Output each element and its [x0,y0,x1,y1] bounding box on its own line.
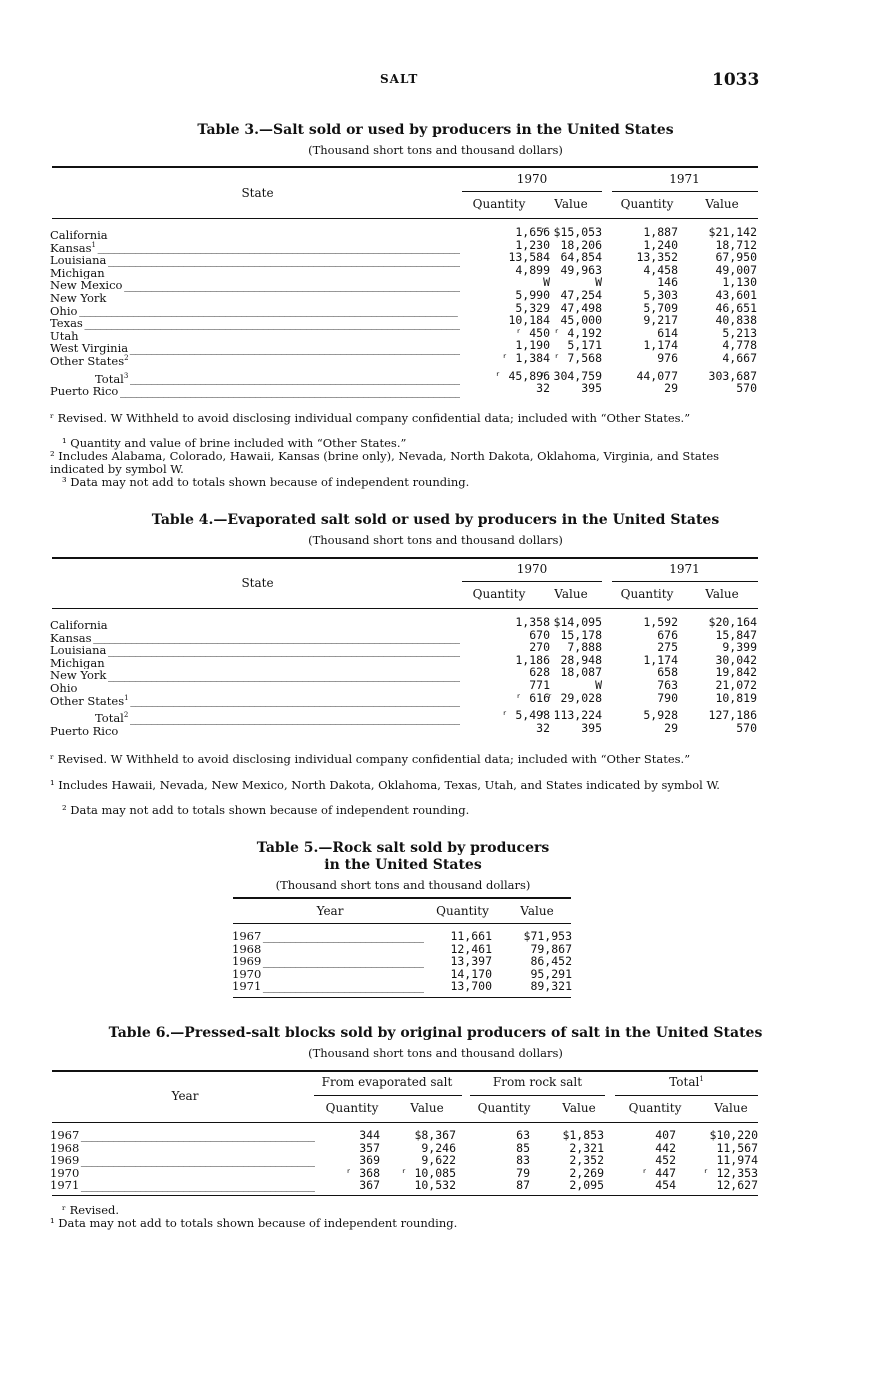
cell-q2: 1,240 [643,237,678,252]
table6-col-year: Year [171,1089,199,1103]
cell-q1: 32 [536,381,550,396]
cell-v2: 9,399 [722,640,757,655]
cell-v2: $1,853 [562,1128,604,1142]
table5-subtitle: (Thousand short tons and thousand dollars) [275,878,531,892]
table6-subtitle: (Thousand short tons and thousand dollars) [308,1046,563,1060]
cell-q2: 9,217 [643,313,678,328]
cell-q2: 79 [516,1165,530,1180]
table4-footnote-3: ² Data may not add to totals shown because of independent rounding. [62,803,470,817]
row-label: 1968 _ _ _ [232,943,424,956]
cell-q1: 1,230 [515,237,550,252]
table6-row [50,1179,760,1192]
table6-top-rule [52,1070,758,1072]
table4-row [50,652,760,670]
cell-v: 86,452 [530,954,572,969]
table3-top-rule [52,166,758,168]
cell-v2: 4,667 [722,351,757,365]
table6-row [50,1129,760,1142]
cell-q1: 367 [359,1178,380,1193]
running-head: SALT [380,72,419,86]
cell-q1: ʳ 368 [345,1165,380,1180]
table6-col-q1: Quantity [325,1101,379,1115]
table6-group2-rule [470,1095,605,1096]
cell-v: 95,291 [530,966,572,981]
row-label-text: Utah [50,328,79,343]
table3-state-header: State [241,186,274,200]
cell-q2: 763 [657,678,678,692]
cell-v1: 395 [581,381,602,396]
cell-v1: 7,888 [567,640,602,655]
row-label-text: West Virginia [50,341,129,355]
row-label-text: Other States [50,693,125,708]
cell-v2: $20,164 [708,615,757,629]
table3-row [50,225,760,242]
table4-col-quantity-1971: Quantity [620,587,674,601]
cell-q3: 454 [655,1178,676,1193]
row-label: 1971 _ _ _ [50,1179,315,1192]
row-label: 1969 _ _ _ [50,1154,315,1167]
row-label-text: Other States [50,353,125,368]
cell-q3: 452 [655,1153,676,1168]
table4-footnote-2: ¹ Includes Hawaii, Nevada, New Mexico, North Dakota, Oklahoma, Texas, Utah, and States indicated by symbol W. [50,778,720,792]
table6-row [50,1167,760,1180]
table6-footnote-2: ¹ Data may not add to totals shown because of independent rounding. [50,1216,458,1230]
table6-row [50,1142,760,1155]
table6-group-total-label: Total [669,1075,700,1089]
row-label-text: Puerto Rico [50,723,119,738]
table4-year2-rule [612,581,758,582]
cell-q2: 146 [657,275,678,290]
cell-q2: 614 [657,325,678,340]
table4-footnote-1: ʳ Revised. W Withheld to avoid disclosing individual company confidential data; included with “Other States.” [50,752,691,766]
cell-v1: 47,498 [560,300,602,315]
table3-year2-rule [612,191,758,192]
cell-q: 13,700 [450,979,492,994]
row-label: 1968 _ _ _ [50,1142,315,1155]
cell-q2: 29 [664,381,678,396]
row-label: 1970 _ _ _ [232,968,424,981]
table3-row [50,313,760,330]
cell-q2: 658 [657,665,678,680]
row-label-sup: 3 [123,371,129,380]
table6-header-rule [52,1122,758,1123]
table3-footnote-2: ¹ Quantity and value of brine included with “Other States.” [62,436,407,450]
cell-q1: 357 [359,1140,380,1155]
cell-v1: ʳ $15,053 [539,225,602,239]
cell-v1: W [595,678,602,692]
table4-row [50,615,760,632]
cell-v1: 18,087 [560,665,602,680]
table5-row [232,955,572,968]
cell-q1: 771 [529,678,550,692]
cell-v2: 2,321 [569,1140,604,1155]
row-label-text: Michigan [50,265,105,280]
cell-v1: 49,963 [560,262,602,277]
row-label-sup: 1 [124,693,129,702]
cell-q2: 1,174 [643,652,678,667]
cell-v1: W [595,275,602,290]
cell-v1: 18,206 [560,237,602,252]
table3-row [50,250,760,267]
row-label [50,722,460,737]
table6-col-q3: Quantity [628,1101,682,1115]
table6-group-rock: From rock salt [492,1075,583,1089]
row-label [50,352,460,367]
row-label: 1969 _ _ _ [232,955,424,968]
table4-row [50,690,760,708]
table4-top-rule [52,557,758,559]
table5-row [232,980,572,993]
cell-v1: ʳ 4,192 [553,325,602,340]
table5-title-line1: Table 5.—Rock salt sold by producers [256,840,550,856]
cell-q2: 275 [657,640,678,655]
table5-header-rule [233,923,571,924]
cell-q2: 29 [664,720,678,735]
table4-subtitle: (Thousand short tons and thousand dollars) [308,533,563,547]
cell-q1: 369 [359,1153,380,1168]
cell-q1: 1,186 [515,652,550,667]
row-label-text: New Mexico [50,278,123,292]
cell-q: 12,461 [450,941,492,956]
cell-q3: 407 [655,1128,676,1142]
cell-v1: $14,095 [553,615,602,629]
cell-v1: ʳ 29,028 [546,690,602,705]
row-label-text: Louisiana [50,643,107,657]
cell-q1: ʳ 616 [515,690,550,705]
cell-q1: 1,190 [515,338,550,353]
table4-row [50,678,760,695]
row-label-text: California [50,227,108,242]
row-label: 1970 _ _ _ [50,1167,315,1180]
row-label: 1971 _ _ _ [232,980,424,993]
cell-v1: 64,854 [560,250,602,265]
cell-q1: ʳ 450 [515,325,550,340]
table5-title-line2: in the United States [324,857,482,873]
cell-v2: 15,847 [715,627,757,642]
row-label-text: Total [95,371,124,386]
table4-year1: 1970 [516,562,548,576]
cell-v1: 47,254 [560,288,602,302]
cell-v2: 49,007 [715,262,757,277]
cell-q1: 13,584 [508,250,550,265]
table4-total [50,708,760,725]
table6-row [50,1154,760,1167]
cell-q: 13,397 [450,954,492,969]
cell-q: 14,170 [450,966,492,981]
cell-q2: 1,887 [643,225,678,239]
cell-v3: ʳ 12,353 [702,1165,758,1180]
row-label-text: Michigan [50,655,105,670]
cell-v1: 395 [581,720,602,735]
cell-v: $71,953 [523,929,572,943]
table3-year2: 1971 [669,172,700,186]
cell-q2: 85 [516,1140,530,1155]
row-label [50,382,460,397]
table6-title: Table 6.—Pressed-salt blocks sold by original producers of salt in the United States [108,1025,763,1041]
table5-bottom-rule [233,997,571,998]
table6-col-v3: Value [714,1101,748,1115]
cell-v3: 12,627 [716,1178,758,1193]
table3-header-rule [52,218,758,219]
cell-v2: 43,601 [715,288,757,302]
cell-v2: 2,352 [569,1153,604,1168]
row-label-text: Ohio [50,680,78,695]
cell-v2: 570 [736,381,757,396]
table5-col-value: Value [520,904,554,918]
row-label-text: California [50,617,108,632]
cell-v3: 11,974 [716,1153,758,1168]
table6-group-total-sup: 1 [699,1075,704,1083]
table3-year1-rule [462,191,602,192]
row-label-sup: 2 [124,354,129,362]
cell-q1: 5,990 [515,288,550,302]
cell-q1: 670 [529,627,550,642]
row-label-text: New York [50,668,107,682]
table5-row [232,968,572,981]
cell-q2: 976 [657,351,678,365]
cell-v2: 4,778 [722,338,757,353]
cell-v1: 28,948 [560,652,602,667]
table6-col-q2: Quantity [477,1101,531,1115]
cell-v2: 40,838 [715,313,757,328]
cell-v1: 10,532 [414,1178,456,1193]
table3-pr [50,381,760,398]
cell-v2: 46,651 [715,300,757,315]
cell-q2: 4,458 [643,262,678,277]
table5-row [232,930,572,943]
cell-v1: 15,178 [560,627,602,642]
cell-v1: ʳ 7,568 [553,351,602,365]
cell-v2: 67,950 [715,250,757,265]
cell-q: 11,661 [450,929,492,943]
cell-q2: 83 [516,1153,530,1168]
table4-col-value-1970: Value [554,587,588,601]
table3-footnote-1: ʳ Revised. W Withheld to avoid disclosing individual company confidential data; included with “Other States.” [50,411,691,425]
cell-v1: 9,246 [421,1140,456,1155]
cell-q2: 676 [657,627,678,642]
cell-q1: 32 [536,720,550,735]
cell-v2: 127,186 [708,708,757,723]
cell-v1: 45,000 [560,313,602,328]
row-label-text: Louisiana [50,253,107,267]
table3-row [50,262,760,280]
cell-q1: W [543,275,550,290]
cell-v1: $8,367 [414,1128,456,1142]
table6-footnote-1: ʳ Revised. [62,1203,120,1217]
page-number: 1033 [712,70,760,90]
cell-v2: 570 [736,720,757,735]
row-label-text: Total [95,711,124,725]
row-label [50,692,460,707]
table6-col-v2: Value [562,1101,596,1115]
table3-row [50,351,760,368]
cell-v2: 18,712 [715,237,757,252]
cell-q3: ʳ 447 [641,1165,676,1180]
table4-state-header: State [241,576,274,590]
cell-q2: 63 [516,1128,530,1142]
table3-col-value-1971: Value [705,197,739,211]
table3-title: Table 3.—Salt sold or used by producers in the United States [197,122,674,138]
cell-v1: 5,171 [567,338,602,353]
cell-v: 79,867 [530,941,572,956]
cell-q1: ʳ 5,498 [501,708,550,723]
row-label: 1967 _ _ _ [232,930,424,943]
table4-year1-rule [462,581,602,582]
table5-top-rule [233,897,571,899]
cell-q1: 628 [529,665,550,680]
cell-q1: 344 [359,1128,380,1142]
table6-col-v1: Value [410,1101,444,1115]
cell-q3: 442 [655,1140,676,1155]
table3-row [50,288,760,305]
cell-q2: 44,077 [636,368,678,383]
cell-q2: 5,709 [643,300,678,315]
table4-row [50,627,760,645]
table3-col-value-1970: Value [554,197,588,211]
row-label-sup: 1 [91,240,96,249]
cell-q1: 270 [529,640,550,655]
cell-q1: 1,358 [515,615,550,629]
row-label-text: Texas [50,316,83,330]
table3-col-quantity-1971: Quantity [620,197,674,211]
table3-row [50,338,760,355]
table3-total [50,368,760,386]
row-label-text: Puerto Rico [50,384,119,398]
cell-v2: 1,130 [722,275,757,290]
cell-v1: ʳ 10,085 [400,1165,456,1180]
table6-group-evaporated: From evaporated salt [321,1075,453,1089]
cell-v2: 5,213 [722,325,757,340]
cell-v2: $21,142 [708,225,757,239]
cell-v3: 11,567 [716,1140,758,1155]
row-label-text: Ohio [50,303,78,318]
cell-q1: 5,329 [515,300,550,315]
cell-q1: ʳ 1,384 [501,351,550,365]
table4-year2: 1971 [669,562,700,576]
row-label-text: Kansas [50,240,92,255]
row-label-text: Kansas [50,630,92,645]
table6-bottom-rule [52,1195,758,1196]
cell-v1: 9,622 [421,1153,456,1168]
table3-subtitle: (Thousand short tons and thousand dollars) [308,143,563,157]
cell-q1: 10,184 [508,313,550,328]
table5-row [232,943,572,956]
table4-header-rule [52,608,758,609]
cell-v2: 21,072 [715,678,757,692]
cell-v1: ʳ 304,759 [539,368,602,383]
row-label-text: New York [50,290,107,305]
cell-v3: $10,220 [709,1128,758,1142]
table6-group3-rule [615,1095,758,1096]
cell-q2: 1,592 [643,615,678,629]
cell-q1: 1,656 [515,225,550,239]
cell-v2: 10,819 [715,690,757,705]
table6-group1-rule [314,1095,462,1096]
row-label-sup: 2 [123,711,129,720]
cell-v: 89,321 [530,979,572,994]
table5-col-quantity: Quantity [436,904,489,918]
row-label: 1967 _ _ _ [50,1129,315,1142]
cell-q2: 1,174 [643,338,678,353]
cell-v1: ʳ 113,224 [539,708,602,723]
cell-q1: 4,899 [515,262,550,277]
table5-col-year: Year [316,904,344,918]
cell-v2: 30,042 [715,652,757,667]
table4-col-quantity-1970: Quantity [472,587,526,601]
cell-q2: 87 [516,1178,530,1193]
cell-v2: 303,687 [708,368,757,383]
cell-q2: 5,928 [643,708,678,723]
table4-row [50,640,760,657]
cell-q2: 13,352 [636,250,678,265]
cell-v2: 19,842 [715,665,757,680]
cell-q2: 5,303 [643,288,678,302]
table4-title: Table 4.—Evaporated salt sold or used by producers in the United States [151,512,720,528]
table3-col-quantity-1970: Quantity [472,197,526,211]
table4-col-value-1971: Value [705,587,739,601]
table3-footnote-3: ² Includes Alabama, Colorado, Hawaii, Kansas (brine only), Nevada, North Dakota, Oklahoma, Virginia, and States indicated by symbol W. [50,449,720,476]
table4-row [50,665,760,682]
table4-pr [50,720,760,738]
table6-group-total [615,1075,758,1089]
cell-q1: ʳ 45,896 [494,368,550,383]
cell-v2: 2,269 [569,1165,604,1180]
table3-footnote-4: ³ Data may not add to totals shown because of independent rounding. [62,475,470,489]
cell-q2: 790 [657,690,678,705]
cell-v2: 2,095 [569,1178,604,1193]
table3-year1: 1970 [516,172,548,186]
